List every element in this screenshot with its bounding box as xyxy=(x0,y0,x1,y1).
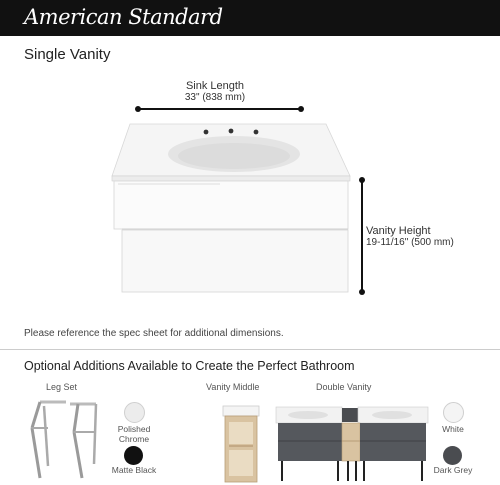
additions-title: Optional Additions Available to Create the Perfect Bathroom xyxy=(24,359,355,373)
matte-black-swatch[interactable] xyxy=(124,446,143,465)
double-vanity-image xyxy=(272,403,432,485)
brand-logo: American Standard xyxy=(24,5,223,29)
vanity-height-value: 19-11/16" (500 mm) xyxy=(366,237,454,248)
white-label: White xyxy=(442,424,464,434)
polished-chrome-swatch[interactable] xyxy=(124,402,145,423)
vanity-middle-label: Vanity Middle xyxy=(206,382,260,392)
leg-set-label: Leg Set xyxy=(46,382,78,392)
vanity-height-label: Vanity Height xyxy=(366,225,431,237)
sink-length-end-right xyxy=(298,106,304,112)
dark-grey-swatch[interactable] xyxy=(443,446,462,465)
matte-black-label: Matte Black xyxy=(111,465,157,475)
vanity-height-label-group xyxy=(366,225,466,249)
section-divider xyxy=(0,349,500,350)
leg-set-image xyxy=(22,396,104,484)
white-swatch[interactable] xyxy=(443,402,464,423)
spec-note: Please reference the spec sheet for additional dimensions. xyxy=(24,328,284,339)
polished-chrome-label: Polished Chrome xyxy=(117,424,151,444)
sink-length-end-left xyxy=(135,106,141,112)
double-vanity-label: Double Vanity xyxy=(316,382,372,392)
single-vanity-image xyxy=(100,118,360,298)
page-title: Single Vanity xyxy=(24,46,111,63)
dark-grey-label: Dark Grey xyxy=(433,465,473,475)
sink-length-label: Sink Length xyxy=(185,80,245,92)
vanity-middle-image xyxy=(220,404,264,484)
sink-length-value: 33" (838 mm) xyxy=(184,92,246,103)
